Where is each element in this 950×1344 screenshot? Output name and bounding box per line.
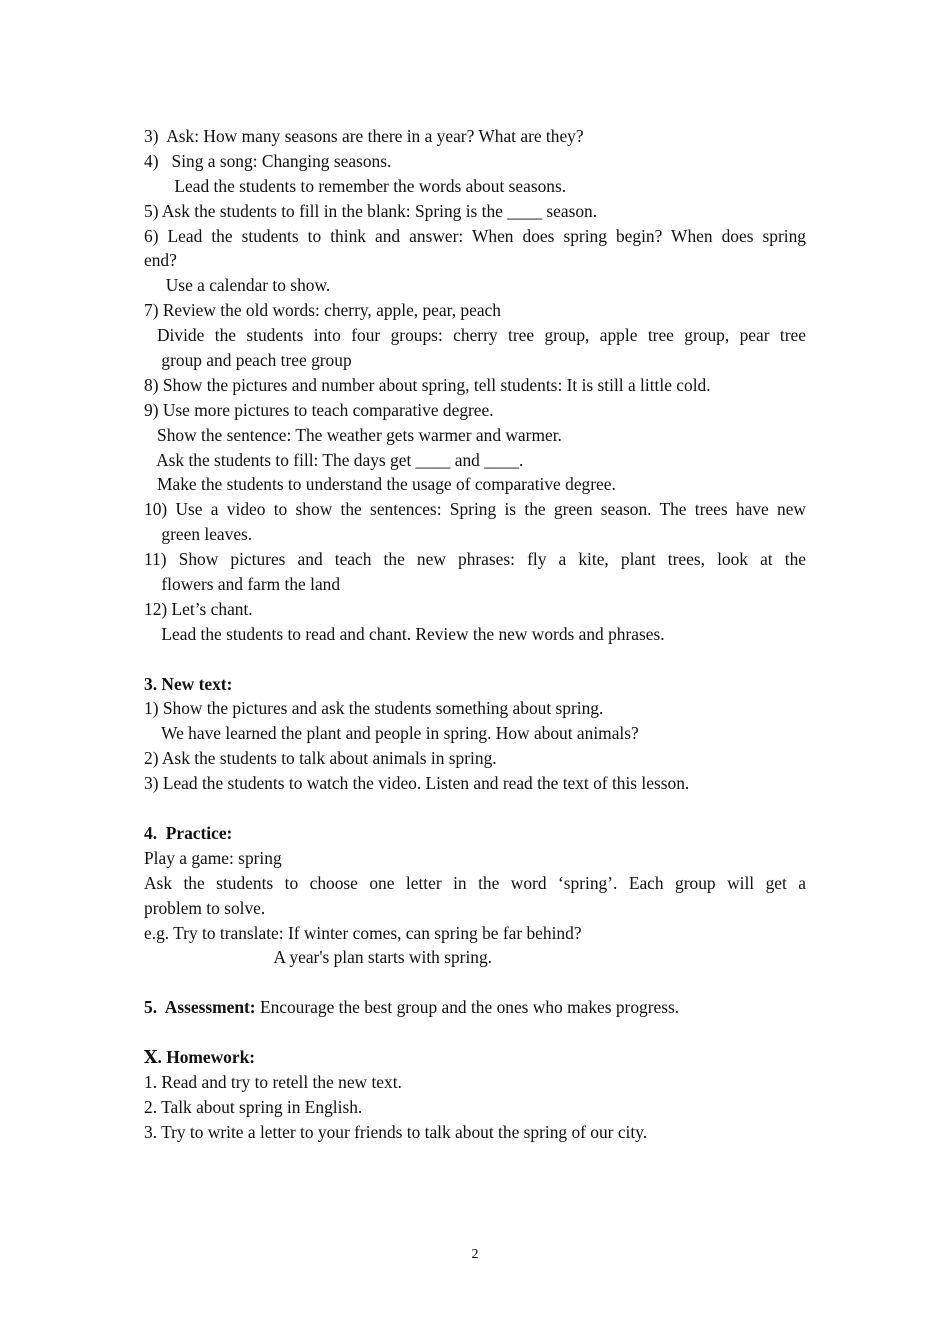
text-line: A year's plan starts with spring.	[144, 947, 493, 968]
text-line: end?	[144, 250, 177, 271]
text-line: 6) Lead the students to think and answer: When does spring begin? When does spring	[144, 225, 806, 246]
text-line: 4) Sing a song: Changing seasons.	[144, 150, 392, 171]
text-line: 10) Use a video to show the sentences: Spring is the green season. The trees have new	[144, 499, 806, 520]
text-line: 1) Show the pictures and ask the students something about spring.	[144, 698, 604, 719]
text-line: flowers and farm the land	[144, 574, 341, 595]
text-line: Show the sentence: The weather gets warmer and warmer.	[144, 424, 562, 445]
section-heading-assessment: 5. Assessment:	[144, 997, 256, 1018]
text-line: 3) Lead the students to watch the video. Listen and read the text of this lesson.	[144, 773, 690, 794]
document-body	[144, 124, 806, 1145]
assessment-line	[144, 995, 806, 1020]
text-line: We have learned the plant and people in spring. How about animals?	[144, 723, 639, 744]
section-heading-new-text: 3. New text:	[144, 673, 233, 694]
text-line: Lead the students to read and chant. Review the new words and phrases.	[144, 623, 665, 644]
text-line: Ask the students to fill: The days get ____ and ____.	[144, 449, 524, 470]
text-line: 7) Review the old words: cherry, apple, pear, peach	[144, 300, 501, 321]
text-line: 9) Use more pictures to teach comparative degree.	[144, 399, 494, 420]
text-line: Ask the students to choose one letter in the word ‘spring’. Each group will get a	[144, 872, 806, 893]
text-line: 11) Show pictures and teach the new phrases: fly a kite, plant trees, look at the	[144, 549, 806, 570]
assessment-text: Encourage the best group and the ones who makes progress.	[255, 997, 680, 1018]
text-line: e.g. Try to translate: If winter comes, can spring be far behind?	[144, 922, 582, 943]
text-line: 12) Let’s chant.	[144, 598, 253, 619]
text-line: green leaves.	[144, 524, 253, 545]
text-line: 1. Read and try to retell the new text.	[144, 1071, 402, 1092]
text-line: 2) Ask the students to talk about animals in spring.	[144, 748, 497, 769]
text-line: Play a game: spring	[144, 847, 282, 868]
text-line: 3. Try to write a letter to your friends to talk about the spring of our city.	[144, 1121, 648, 1142]
text-line: 2. Talk about spring in English.	[144, 1096, 363, 1117]
text-line: Make the students to understand the usage of comparative degree.	[144, 474, 616, 495]
section-heading-practice: 4. Practice:	[144, 822, 233, 843]
page-number: 2	[471, 1247, 479, 1262]
text-line: problem to solve.	[144, 897, 266, 918]
text-line: Use a calendar to show.	[144, 275, 331, 296]
text-line: 8) Show the pictures and number about spring, tell students: It is still a little cold.	[144, 374, 711, 395]
section-heading-homework: Ⅹ. Homework:	[144, 1046, 256, 1067]
text-line: Lead the students to remember the words about seasons.	[144, 175, 567, 196]
text-line: group and peach tree group	[144, 350, 352, 371]
text-line: 5) Ask the students to fill in the blank: Spring is the ____ season.	[144, 200, 598, 221]
text-line: Divide the students into four groups: cherry tree group, apple tree group, pear tree	[157, 325, 806, 346]
text-line: 3) Ask: How many seasons are there in a year? What are they?	[144, 126, 584, 146]
